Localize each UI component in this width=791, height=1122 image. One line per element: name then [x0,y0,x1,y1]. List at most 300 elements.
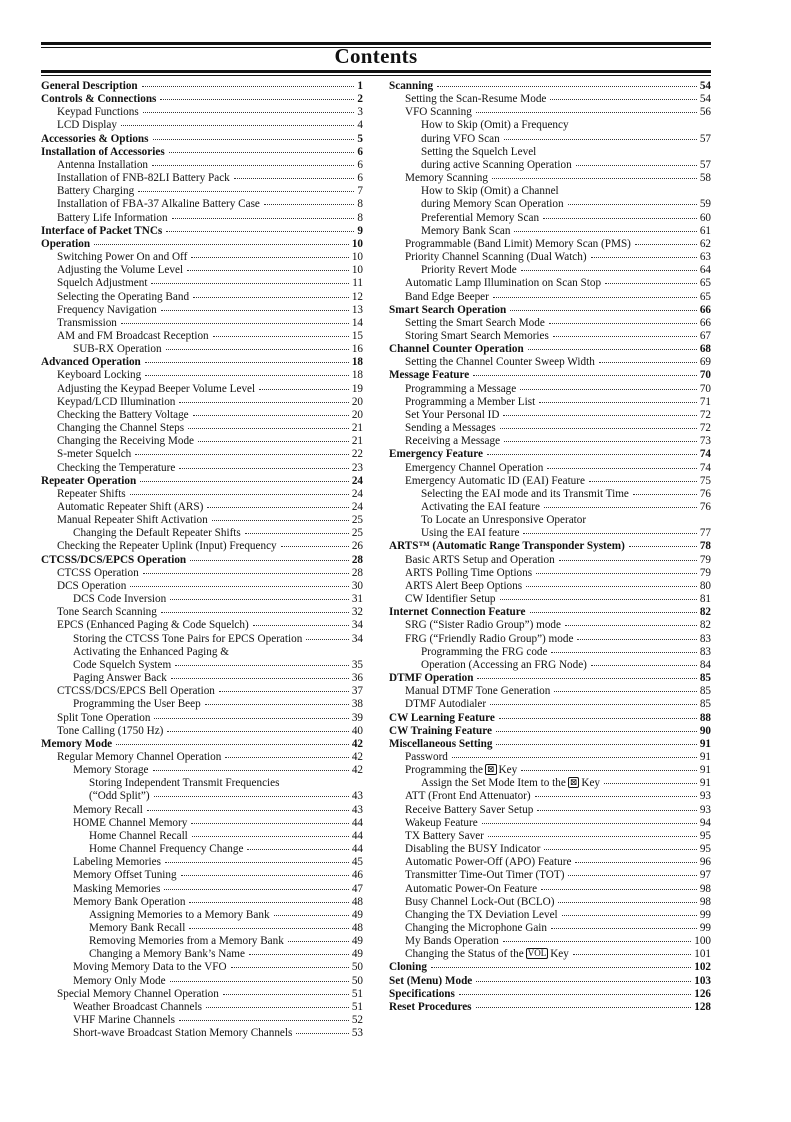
dot-leader [496,731,697,732]
toc-entry[interactable] [41,540,363,553]
toc-entry[interactable] [41,264,363,277]
toc-entry[interactable] [41,593,363,606]
toc-entry[interactable] [389,159,711,172]
toc-entry-page: 82 [699,619,711,632]
toc-entry[interactable] [41,304,363,317]
toc-entry-label: Keypad/LCD Illumination [57,395,176,408]
toc-entry[interactable] [41,317,363,330]
toc-entry-page: 74 [699,461,711,474]
dot-leader [154,796,349,797]
toc-entry[interactable] [389,935,711,948]
toc-entry-label: DTMF Operation [389,672,474,685]
toc-entry[interactable] [41,159,363,172]
toc-section-entry[interactable] [389,975,711,988]
toc-entry-page: 49 [351,908,363,921]
toc-entry-page: 71 [699,395,711,408]
toc-entry[interactable] [389,817,711,830]
toc-section-entry[interactable] [389,725,711,738]
toc-entry[interactable] [389,527,711,540]
toc-entry[interactable] [41,383,363,396]
dot-leader [504,139,697,140]
toc-entry-label: Transmitter Time-Out Timer (TOT) [405,869,565,882]
toc-entry[interactable] [389,317,711,330]
toc-entry[interactable] [41,961,363,974]
dot-leader [476,1007,692,1008]
toc-entry[interactable] [41,646,363,659]
toc-entry[interactable] [389,277,711,290]
page-title: Contents [334,44,418,68]
toc-entry[interactable] [41,435,363,448]
toc-entry-page: 59 [699,198,711,211]
toc-entry[interactable] [41,659,363,672]
dot-leader [264,204,355,205]
toc-entry-page: 74 [699,448,711,461]
toc-section-entry[interactable] [41,80,363,93]
toc-entry[interactable] [41,922,363,935]
toc-entry-page: 79 [699,553,711,566]
toc-section-entry[interactable] [41,554,363,567]
toc-entry[interactable] [389,172,711,185]
toc-entry-page: 26 [351,540,363,553]
toc-entry[interactable] [389,238,711,251]
toc-entry-label: Controls & Connections [41,93,157,106]
toc-entry-label: DCS Operation [57,579,127,592]
toc-entry[interactable] [389,646,711,659]
toc-entry[interactable] [389,212,711,225]
toc-section-entry[interactable] [389,606,711,619]
toc-entry[interactable] [41,251,363,264]
toc-section-entry[interactable] [389,1001,711,1014]
toc-entry[interactable] [41,869,363,882]
dot-leader [521,770,697,771]
toc-entry-page: 15 [351,329,363,342]
toc-entry-label: Automatic Power-On Feature [405,882,538,895]
toc-entry[interactable] [41,909,363,922]
toc-entry[interactable] [41,856,363,869]
toc-entry-label: SUB-RX Operation [73,343,162,356]
toc-entry[interactable] [389,330,711,343]
toc-entry-label: S-meter Squelch [57,448,132,461]
toc-entry[interactable] [41,514,363,527]
toc-right-column [389,80,711,1014]
toc-entry-label: Password [405,750,448,763]
toc-entry[interactable] [41,1001,363,1014]
toc-entry-label: Wakeup Feature [405,816,478,829]
toc-entry[interactable] [41,185,363,198]
toc-section-entry[interactable] [41,146,363,159]
toc-entry-page: 16 [351,343,363,356]
toc-entry[interactable] [389,698,711,711]
toc-entry-page: 7 [357,185,363,198]
toc-entry[interactable] [389,790,711,803]
toc-entry[interactable] [41,580,363,593]
toc-entry[interactable] [389,633,711,646]
toc-entry-label: AM and FM Broadcast Reception [57,329,209,342]
dot-leader [539,402,697,403]
toc-entry-page: 66 [699,316,711,329]
toc-entry[interactable] [41,343,363,356]
toc-entry[interactable] [41,106,363,119]
toc-entry[interactable] [41,212,363,225]
toc-entry[interactable] [41,606,363,619]
toc-entry[interactable] [389,751,711,764]
dot-leader [225,757,348,758]
toc-entry[interactable] [389,198,711,211]
dot-leader [499,718,697,719]
toc-entry-page: 39 [351,711,363,724]
toc-entry-label: Programming a Message [405,382,517,395]
toc-entry-label: (“Odd Split”) [89,790,150,803]
toc-entry[interactable] [41,277,363,290]
toc-entry-label: Miscellaneous Setting [389,737,493,750]
toc-entry-label: Frequency Navigation [57,303,157,316]
toc-entry[interactable] [389,869,711,882]
toc-entry-label: CW Training Feature [389,724,492,737]
toc-entry[interactable] [41,804,363,817]
toc-entry[interactable] [389,896,711,909]
toc-entry[interactable] [389,356,711,369]
toc-entry-page: 35 [351,658,363,671]
toc-section-entry[interactable] [389,672,711,685]
toc-entry[interactable] [41,935,363,948]
dot-leader [591,665,697,666]
toc-entry-label: during active Scanning Operation [421,158,572,171]
toc-entry-page: 82 [699,606,711,619]
toc-entry-label: DCS Code Inversion [73,593,167,606]
toc-entry-page: 50 [351,961,363,974]
toc-entry-page: 91 [699,750,711,763]
toc-section-entry[interactable] [389,540,711,553]
dot-leader [170,599,349,600]
toc-entry-page: 83 [699,645,711,658]
toc-entry[interactable] [41,527,363,540]
toc-entry[interactable] [41,948,363,961]
toc-entry[interactable] [41,198,363,211]
toc-entry[interactable] [389,133,711,146]
toc-entry[interactable] [389,593,711,606]
toc-entry[interactable] [41,777,363,790]
toc-entry-label: CW Identifier Setup [405,593,496,606]
toc-entry-page: 18 [351,356,363,369]
toc-entry[interactable] [389,764,711,777]
key-icon: VOL [527,948,547,959]
toc-entry-page: 102 [694,961,711,974]
toc-entry-label: Repeater Shifts [57,487,126,500]
toc-entry-label: Advanced Operation [41,356,141,369]
toc-entry[interactable] [41,488,363,501]
toc-entry-page: 6 [357,172,363,185]
toc-entry-page: 96 [699,856,711,869]
toc-entry[interactable] [389,501,711,514]
toc-entry[interactable] [41,1027,363,1040]
toc-entry[interactable] [41,830,363,843]
toc-entry[interactable] [389,619,711,632]
toc-entry-label: Automatic Lamp Illumination on Scan Stop [405,277,602,290]
toc-entry[interactable] [41,291,363,304]
toc-entry-page: 91 [699,777,711,790]
toc-entry-page: 4 [357,119,363,132]
toc-entry-label: Memory Scanning [405,172,488,185]
toc-entry-page: 48 [351,922,363,934]
toc-section-entry[interactable] [389,712,711,725]
toc-entry[interactable] [41,883,363,896]
toc-section-entry[interactable] [389,80,711,93]
toc-entry-label: Scanning [389,80,434,92]
toc-entry[interactable] [389,554,711,567]
toc-entry-label: VHF Marine Channels [73,1014,175,1027]
toc-section-entry[interactable] [389,369,711,382]
dot-leader [541,889,697,890]
toc-entry[interactable] [41,672,363,685]
toc-entry-label: CW Learning Feature [389,711,495,724]
toc-section-entry[interactable] [41,93,363,106]
toc-entry-page: 97 [699,869,711,882]
dot-leader [553,336,697,337]
toc-section-entry[interactable] [389,988,711,1001]
toc-entry-page: 6 [357,145,363,158]
dot-leader [249,954,349,955]
toc-entry[interactable] [41,698,363,711]
toc-entry[interactable] [41,369,363,382]
toc-entry-label: Storing Independent Transmit Frequencies [89,777,280,790]
toc-entry-label: Adjusting the Volume Level [57,264,184,277]
toc-entry-page: 65 [699,290,711,303]
toc-entry[interactable] [41,409,363,422]
toc-entry[interactable] [389,685,711,698]
toc-entry-label: Basic ARTS Setup and Operation [405,553,555,566]
toc-entry-page: 80 [699,579,711,592]
toc-entry[interactable] [389,462,711,475]
toc-entry[interactable] [41,330,363,343]
toc-entry[interactable] [41,422,363,435]
dot-leader [191,823,348,824]
dot-leader [259,389,349,390]
toc-entry[interactable] [41,119,363,132]
toc-entry[interactable] [41,448,363,461]
toc-entry[interactable] [389,883,711,896]
toc-entry[interactable] [41,988,363,1001]
dot-leader [523,533,696,534]
toc-entry[interactable] [41,396,363,409]
toc-entry-label: Regular Memory Channel Operation [57,750,222,763]
toc-entry[interactable] [41,685,363,698]
toc-entry-label: To Locate an Unresponsive Operator [421,514,587,527]
toc-entry[interactable] [41,764,363,777]
toc-entry[interactable] [389,185,711,198]
toc-entry[interactable] [389,856,711,869]
toc-entry-label: Adjusting the Keypad Beeper Volume Level [57,382,256,395]
dot-leader [635,244,697,245]
dot-leader [181,875,349,876]
toc-entry[interactable] [389,396,711,409]
toc-entry-page: 10 [351,264,363,277]
toc-entry-page: 40 [351,724,363,737]
dot-leader [599,362,697,363]
toc-entry-label: Preferential Memory Scan [421,211,540,224]
toc-entry-page: 9 [357,224,363,237]
toc-entry-page: 93 [699,790,711,803]
toc-section-entry[interactable] [389,961,711,974]
dot-leader [164,889,348,890]
toc-entry-page: 69 [699,356,711,369]
dot-leader [198,441,349,442]
toc-section-entry[interactable] [41,356,363,369]
toc-entry[interactable] [389,264,711,277]
toc-entry-page: 61 [699,224,711,237]
toc-section-entry[interactable] [389,738,711,751]
toc-entry-page: 91 [699,737,711,750]
toc-entry[interactable] [389,567,711,580]
toc-entry[interactable] [389,106,711,119]
dot-leader [191,257,349,258]
toc-entry-label: Programmable (Band Limit) Memory Scan (PMS) [405,237,631,250]
toc-entry[interactable] [389,488,711,501]
toc-entry[interactable] [41,712,363,725]
dot-leader [189,928,349,929]
toc-section-entry[interactable] [41,238,363,251]
toc-entry-label: Operation (Accessing an FRG Node) [421,658,587,671]
toc-entry-page: 1 [357,80,363,92]
toc-entry[interactable] [389,514,711,527]
toc-entry[interactable] [41,619,363,632]
toc-entry-label: VFO Scanning [405,106,472,119]
toc-entry[interactable] [389,383,711,396]
toc-entry-page: 56 [699,106,711,119]
dot-leader [296,1033,348,1034]
toc-entry[interactable] [41,725,363,738]
toc-entry-label: Changing the Channel Steps [57,422,185,435]
toc-entry-label: Setting the Channel Counter Sweep Width [405,356,595,369]
toc-entry[interactable] [389,251,711,264]
dot-leader [490,704,697,705]
toc-entry-label: Changing the TX Deviation Level [405,908,558,921]
dot-leader [476,112,697,113]
toc-entry-page: 51 [351,987,363,1000]
dot-leader [171,678,349,679]
dot-leader [253,625,349,626]
toc-entry-label: Checking the Repeater Uplink (Input) Frequency [57,540,277,553]
dot-leader [503,941,691,942]
dot-leader [94,244,349,245]
dot-leader [459,994,691,995]
toc-entry[interactable] [41,172,363,185]
dot-leader [145,362,349,363]
toc-entry-label: Memory Bank Operation [73,895,186,908]
toc-entry-page: 37 [351,685,363,698]
toc-entry-label: CTCSS Operation [57,566,139,579]
toc-entry[interactable] [389,804,711,817]
toc-entry[interactable] [41,567,363,580]
toc-entry-label: Memory Offset Tuning [73,869,177,882]
toc-entry-label: during VFO Scan [421,132,500,145]
toc-entry[interactable] [389,435,711,448]
toc-entry[interactable] [389,93,711,106]
dot-leader [562,915,697,916]
toc-entry[interactable] [389,409,711,422]
toc-entry-page: 103 [694,974,711,987]
toc-entry[interactable] [389,580,711,593]
toc-entry[interactable] [389,146,711,159]
toc-entry[interactable] [41,843,363,856]
toc-entry[interactable] [389,922,711,935]
toc-section-entry[interactable] [41,225,363,238]
toc-entry[interactable] [41,1014,363,1027]
dot-leader [492,178,697,179]
toc-entry[interactable] [41,975,363,988]
toc-entry[interactable] [389,777,711,790]
toc-entry-page: 12 [351,290,363,303]
toc-entry-label: Internet Connection Feature [389,606,526,619]
dot-leader [135,454,349,455]
toc-entry-page: 99 [699,908,711,921]
dot-leader [493,297,697,298]
dot-leader [577,639,696,640]
toc-entry-label: Selecting the Operating Band [57,290,190,303]
toc-entry-page: 73 [699,435,711,448]
toc-entry-label: Code Squelch System [73,658,172,671]
toc-section-entry[interactable] [41,738,363,751]
toc-entry-page: 84 [699,658,711,671]
toc-entry[interactable] [41,462,363,475]
toc-entry-page: 11 [352,277,363,290]
toc-entry-label: Changing a Memory Bank’s Name [89,948,245,961]
toc-entry-label: Memory Mode [41,737,113,750]
toc-entry[interactable] [389,422,711,435]
toc-entry-label: Split Tone Operation [57,711,151,724]
toc-entry-page: 57 [699,158,711,171]
dot-leader [591,257,697,258]
toc-entry[interactable] [41,790,363,803]
toc-entry[interactable] [389,843,711,856]
toc-entry-label: Removing Memories from a Memory Bank [89,935,284,948]
toc-entry[interactable] [389,119,711,132]
toc-entry[interactable] [389,659,711,672]
dot-leader [116,744,349,745]
toc-entry-label: General Description [41,80,138,92]
toc-entry-label: Band Edge Beeper [405,290,489,303]
toc-entry[interactable] [41,817,363,830]
toc-entry[interactable] [389,948,711,961]
dot-leader [565,625,697,626]
toc-entry[interactable] [389,830,711,843]
toc-entry[interactable] [389,225,711,238]
toc-entry[interactable] [41,501,363,514]
toc-entry-page: 98 [699,895,711,908]
toc-entry[interactable] [41,896,363,909]
toc-section-entry[interactable] [389,304,711,317]
toc-entry-label: Checking the Temperature [57,461,176,474]
dot-leader [193,297,349,298]
dot-leader [140,481,349,482]
toc-entry-page: 90 [699,724,711,737]
toc-section-entry[interactable] [389,343,711,356]
toc-entry[interactable] [389,909,711,922]
toc-entry[interactable] [41,751,363,764]
dot-leader [500,428,697,429]
toc-section-entry[interactable] [41,475,363,488]
toc-entry-page: 67 [699,329,711,342]
toc-entry[interactable] [41,633,363,646]
toc-entry-page: 21 [351,435,363,448]
toc-entry-label: Activating the EAI feature [421,501,540,513]
toc-entry-label: Emergency Automatic ID (EAI) Feature [405,474,585,487]
toc-entry[interactable] [389,291,711,304]
dot-leader [179,402,348,403]
toc-section-entry[interactable] [41,133,363,146]
toc-entry-label: Memory Bank Recall [89,922,186,934]
toc-section-entry[interactable] [389,448,711,461]
toc-entry[interactable] [389,475,711,488]
